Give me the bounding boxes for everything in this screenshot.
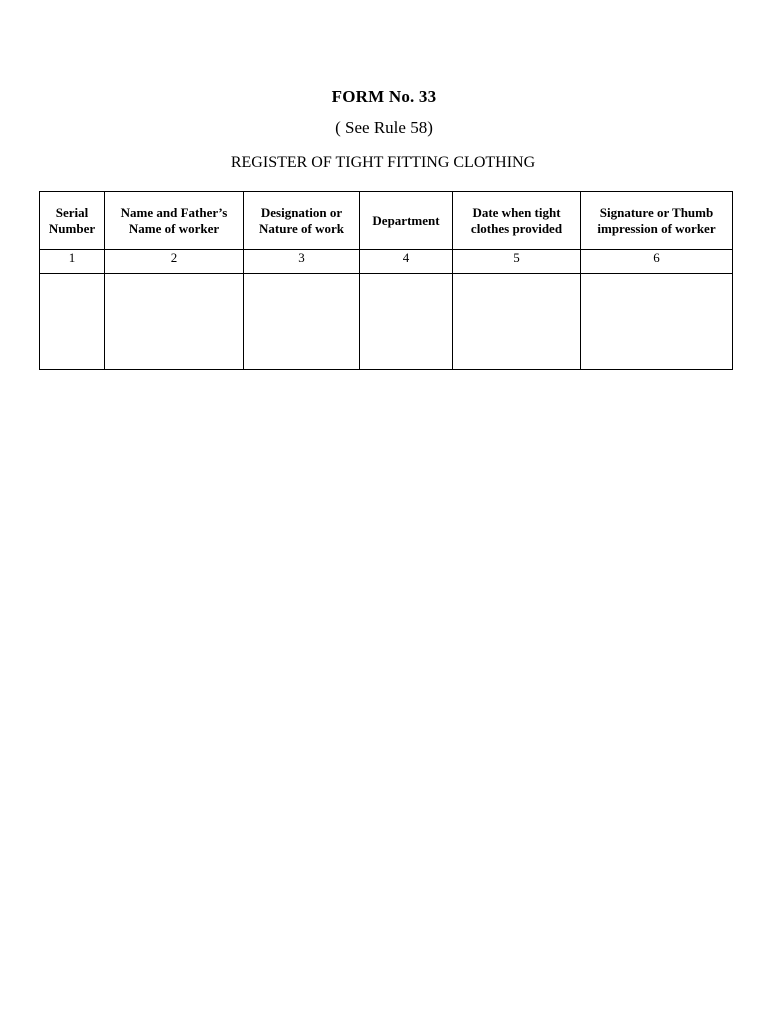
column-header-department: Department xyxy=(360,192,453,250)
register-title: REGISTER OF TIGHT FITTING CLOTHING xyxy=(230,154,536,171)
column-header-date-provided: Date when tight clothes provided xyxy=(453,192,581,250)
column-number: 6 xyxy=(581,250,733,274)
empty-cell xyxy=(105,274,244,370)
column-number-row xyxy=(40,250,733,274)
column-number: 5 xyxy=(453,250,581,274)
column-header-serial-number: Serial Number xyxy=(40,192,105,250)
header-row xyxy=(40,192,733,250)
column-number: 1 xyxy=(40,250,105,274)
empty-cell xyxy=(40,274,105,370)
rule-reference: ( See Rule 58) xyxy=(335,118,433,137)
table-row xyxy=(40,274,733,370)
empty-cell xyxy=(360,274,453,370)
empty-cell xyxy=(581,274,733,370)
empty-cell xyxy=(453,274,581,370)
column-number: 3 xyxy=(244,250,360,274)
column-header-designation: Designation or Nature of work xyxy=(244,192,360,250)
column-header-worker-name: Name and Father’s Name of worker xyxy=(105,192,244,250)
column-number: 2 xyxy=(105,250,244,274)
column-header-signature: Signature or Thumb impression of worker xyxy=(581,192,733,250)
empty-cell xyxy=(244,274,360,370)
column-number: 4 xyxy=(360,250,453,274)
form-number: FORM No. 33 xyxy=(331,87,437,106)
register-table xyxy=(39,191,733,370)
